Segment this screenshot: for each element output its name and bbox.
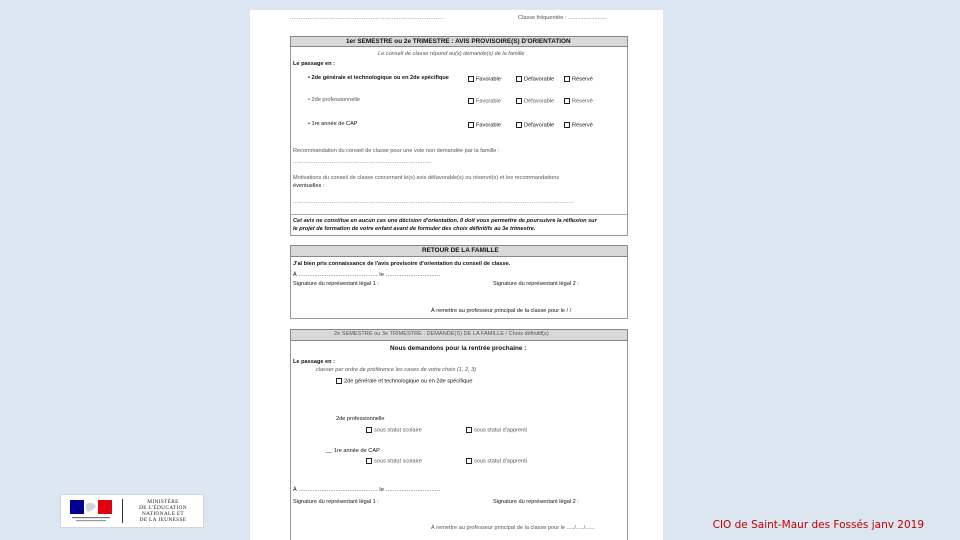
- option-cap-reserve[interactable]: Réservé: [564, 122, 593, 129]
- option-gt-reserve[interactable]: Réservé: [564, 76, 593, 83]
- option-gt-favorable[interactable]: Favorable: [468, 76, 501, 83]
- notice-line-2: le projet de formation de votre enfant avant de formuler des choix définitifs au 3e trimestre.: [293, 226, 536, 232]
- ministry-logo: [60, 494, 204, 528]
- option-cap-favorable[interactable]: Favorable: [468, 122, 501, 129]
- checkbox-icon: [468, 98, 474, 104]
- ack-text: J'ai bien pris connaissance de l'avis provisoire d'orientation du conseil de classe.: [293, 261, 511, 267]
- choice-pro-label: 2de professionnelle: [336, 416, 385, 422]
- section2-place-date[interactable]: À ............................................. le ...............................: [293, 272, 441, 278]
- choice-cap-student[interactable]: sous statut scolaire: [366, 458, 422, 465]
- option-cap-label: • 1re année de CAP: [308, 121, 358, 127]
- ministry-line-1: MINISTÈRE: [147, 499, 179, 505]
- choice-cap-label: __ 1re année de CAP: [326, 448, 380, 454]
- choice-gt[interactable]: 2de générale et technologique ou en 2de spécifique: [336, 378, 472, 385]
- motivation-label-2: éventuelles :: [293, 183, 325, 189]
- section3-title: 2e SEMESTRE ou 3e TRIMESTRE : DEMANDE(S) DE LA FAMILLE / Choix définitif(s): [334, 331, 549, 337]
- class-label: Classe fréquentée : .........................: [518, 15, 607, 21]
- section1-divider: [291, 214, 627, 215]
- checkbox-icon: [366, 458, 372, 464]
- checkbox-icon: [366, 427, 372, 433]
- ministry-line-4: DE LA JEUNESSE: [139, 517, 187, 524]
- notice-line-1: Cet avis ne constitue en aucun cas une décision d'orientation. Il doit vous permettre de poursuivre la réflexion sur: [293, 218, 597, 224]
- checkbox-icon: [516, 122, 522, 128]
- section3-subtitle: Nous demandons pour la rentrée prochaine :: [390, 345, 527, 352]
- section2-title: RETOUR DE LA FAMILLE: [422, 247, 499, 254]
- section3-frame: [290, 329, 628, 540]
- motivation-label: Motivations du conseil de classe concernant le(s) avis défavorable(s) ou réservé(s) et les recommandations: [293, 175, 560, 181]
- option-cap-defavorable[interactable]: Défavorable: [516, 122, 554, 129]
- checkbox-icon: [564, 76, 570, 82]
- option-gt-defavorable[interactable]: Défavorable: [516, 76, 554, 83]
- motivation-dots[interactable]: ................................................................................................................................................................: [293, 199, 574, 205]
- option-gt-label: • 2de générale et technologique ou en 2de spécifique: [308, 75, 449, 81]
- footer-credit: CIO de Saint-Maur des Fossés janv 2019: [712, 519, 924, 531]
- checkbox-icon: [516, 76, 522, 82]
- checkbox-icon: [564, 98, 570, 104]
- section2-signature-1[interactable]: Signature du représentant légal 1 :: [293, 281, 379, 287]
- section1-title: 1er SEMESTRE ou 2e TRIMESTRE : AVIS PROVISOIRE(S) D'ORIENTATION: [346, 37, 571, 45]
- checkbox-icon: [468, 122, 474, 128]
- checkbox-icon: [564, 122, 570, 128]
- choice-pro-apprentice[interactable]: sous statut d'apprenti: [466, 427, 527, 434]
- checkbox-icon: [468, 76, 474, 82]
- choice-cap-apprentice[interactable]: sous statut d'apprenti: [466, 458, 527, 465]
- header-dots: ................................................... ....................................: [290, 15, 445, 21]
- section2-signature-2[interactable]: Signature du représentant légal 2 :: [493, 281, 579, 287]
- option-pro-label: • 2de professionnelle: [308, 97, 361, 103]
- marianne-flag-icon: [66, 498, 116, 524]
- logo-separator: [122, 499, 123, 523]
- option-pro-defavorable[interactable]: Défavorable: [516, 98, 554, 105]
- ministry-line-2: DE L'ÉDUCATION: [139, 505, 187, 512]
- option-pro-favorable[interactable]: Favorable: [468, 98, 501, 105]
- section3-signature-1[interactable]: Signature du représentant légal 1 :: [293, 499, 379, 505]
- section3-signature-2[interactable]: Signature du représentant légal 2 :: [493, 499, 579, 505]
- option-pro-reserve[interactable]: Réservé: [564, 98, 593, 105]
- section2-return-note: À remettre au professeur principal de la classe pour le / /: [431, 308, 572, 314]
- document-page: [250, 10, 663, 540]
- section3-place-date[interactable]: À ............................................. le ...............................: [293, 487, 441, 493]
- section3-return-note: À remettre au professeur principal de la classe pour le ...../...../......: [431, 525, 595, 531]
- section1-passage-label: Le passage en :: [293, 61, 335, 67]
- recommendation-label: Recommandation du conseil de classe pour une voie non demandée par la famille :: [293, 148, 500, 154]
- checkbox-icon: [466, 427, 472, 433]
- checkbox-icon: [336, 378, 342, 384]
- checkbox-icon: [466, 458, 472, 464]
- section3-passage-label: Le passage en :: [293, 359, 335, 365]
- recommendation-dots[interactable]: ...............................................................................: [293, 159, 432, 165]
- section1-frame: [290, 36, 628, 236]
- section1-subtitle: Le conseil de classe répond au(x) demande(s) de la famille: [378, 51, 525, 57]
- ministry-name: [127, 499, 199, 523]
- checkbox-icon: [516, 98, 522, 104]
- ministry-line-3: NATIONALE ET: [141, 511, 185, 518]
- choice-pro-student[interactable]: sous statut scolaire: [366, 427, 422, 434]
- order-note: classer par ordre de préférence les cases de votre choix (1, 2, 3): [316, 367, 477, 373]
